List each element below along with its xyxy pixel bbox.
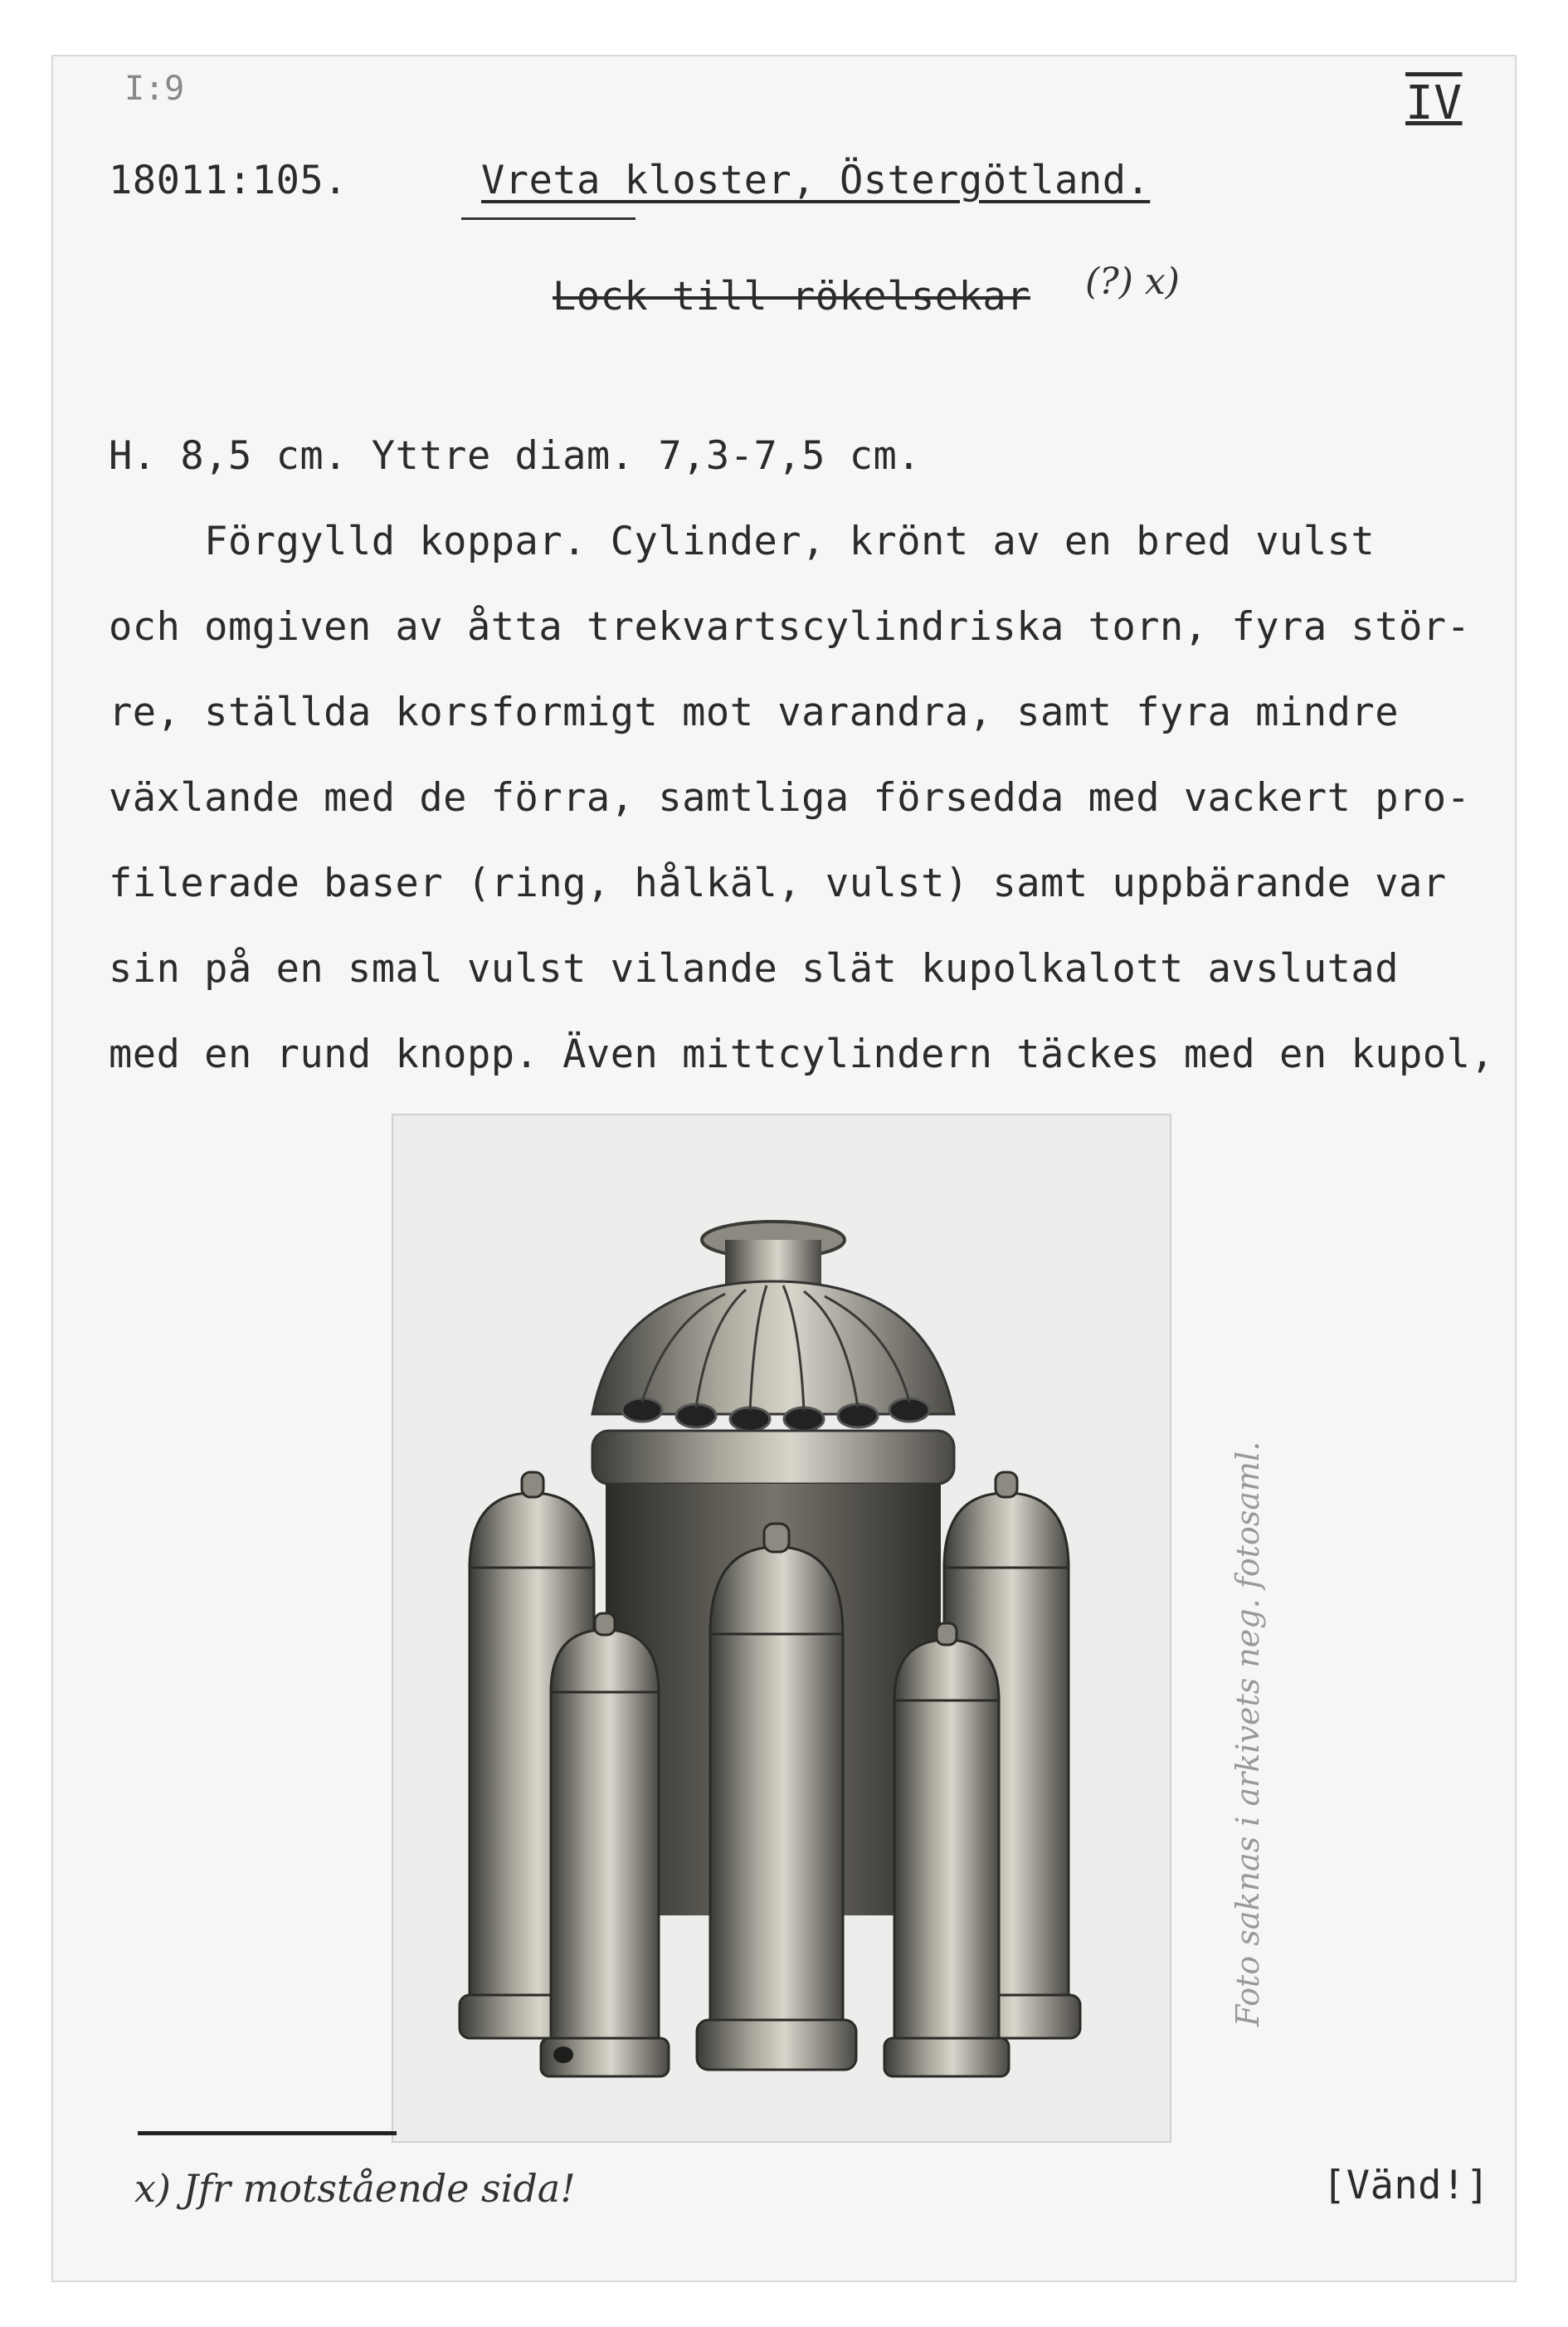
object-name-struck: Lock till rökelsekar: [553, 274, 1030, 320]
corner-pencil-mark: I:9: [124, 70, 185, 108]
description-line: filerade baser (ring, hålkäl, vulst) samt uppbärande var: [109, 861, 1447, 906]
site-title: Vreta kloster, Östergötland.: [481, 158, 1151, 203]
photo-margin-note: Foto saknas i arkivets neg. fotosaml.: [1230, 1441, 1266, 2027]
description-line: re, ställda korsformigt mot varandra, samt fyra mindre: [109, 690, 1400, 735]
object-photograph: [392, 1114, 1171, 2143]
title-underline-mark: [461, 217, 635, 220]
object-name-handwritten-note: (?) x): [1085, 261, 1180, 303]
turn-over-label: [Vänd!]: [1322, 2163, 1490, 2208]
corner-roman-numeral: IV: [1405, 76, 1463, 130]
description-line: med en rund knopp. Även mittcylindern täckes med en kupol,: [109, 1032, 1495, 1077]
description-line: växlande med de förra, samtliga försedda med vackert pro-: [109, 775, 1471, 821]
censer-lid-image: [393, 1115, 1170, 2141]
footnote-rule: [138, 2131, 397, 2135]
description-line: sin på en smal vulst vilande slät kupolkalott avslutad: [109, 946, 1400, 992]
dimensions-line: H. 8,5 cm. Yttre diam. 7,3-7,5 cm.: [109, 433, 922, 479]
description-line: och omgiven av åtta trekvartscylindriska torn, fyra stör-: [109, 604, 1471, 650]
footnote: x) Jfr motstående sida!: [134, 2166, 576, 2211]
description-line: Förgylld koppar. Cylinder, krönt av en bred vulst: [109, 519, 1376, 564]
catalog-number: 18011:105.: [109, 158, 348, 203]
description-block: [109, 433, 1494, 1117]
